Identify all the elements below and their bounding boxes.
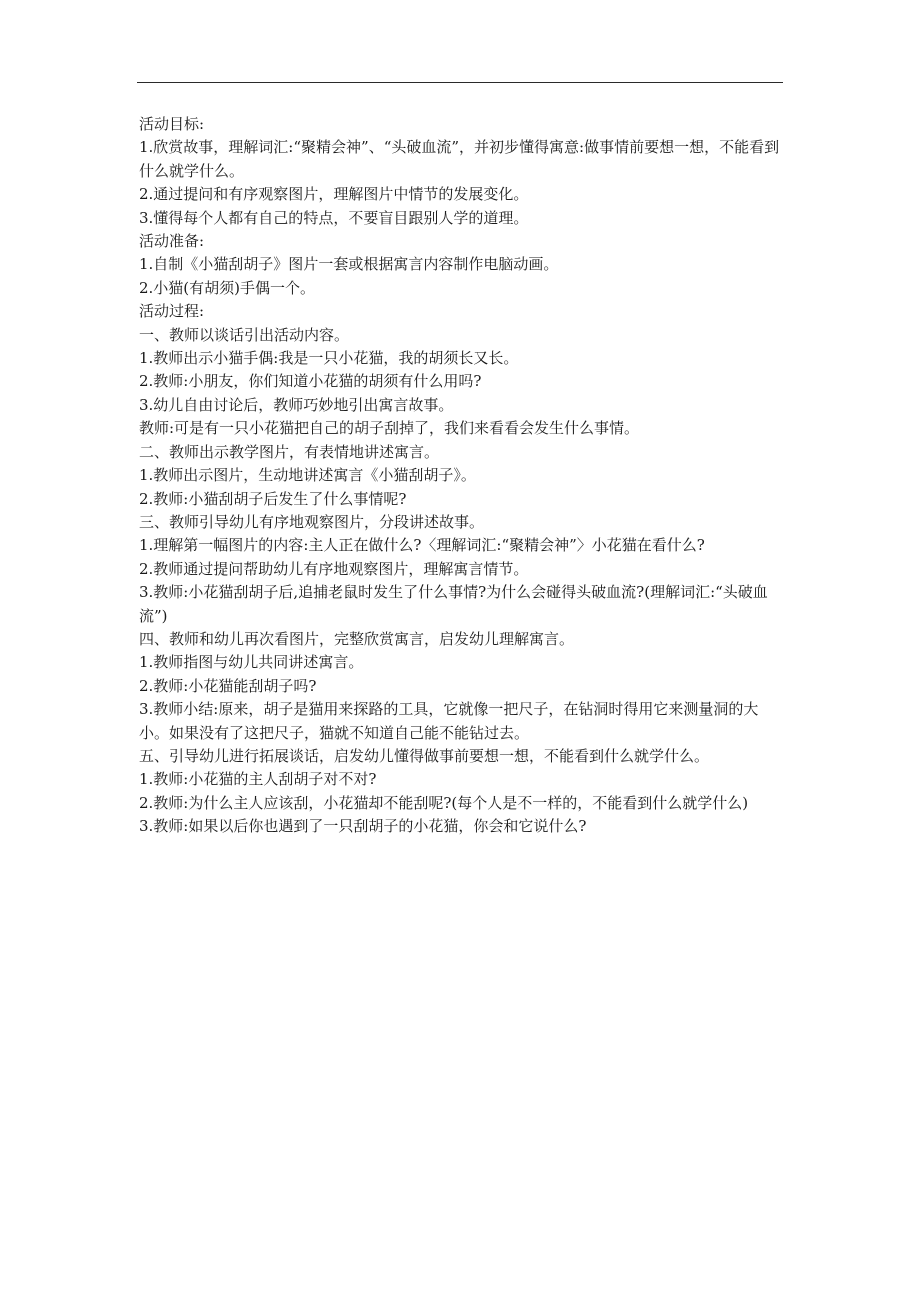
paragraph-line: 3.幼儿自由讨论后，教师巧妙地引出寓言故事。 [139, 395, 454, 414]
paragraph-line: 3.教师小结:原来，胡子是猫用来探路的工具，它就像一把尺子，在钻洞时得用它来测量洞的大小。如果没有了这把尺子，猫就不知道自己能不能钻过去。 [139, 700, 759, 742]
step-heading: 一、教师以谈话引出活动内容。 [139, 325, 350, 344]
section-heading-preparation: 活动准备: [139, 232, 205, 251]
paragraph-line: 2.通过提问和有序观察图片，理解图片中情节的发展变化。 [139, 185, 529, 204]
paragraph-line: 3.教师:如果以后你也遇到了一只刮胡子的小花猫，你会和它说什么? [139, 817, 587, 836]
section-heading-process: 活动过程: [139, 302, 205, 321]
step-heading: 四、教师和幼儿再次看图片，完整欣赏寓言，启发幼儿理解寓言。 [139, 629, 575, 648]
paragraph-line: 2.教师通过提问帮助幼儿有序地观察图片，理解寓言情节。 [139, 559, 529, 578]
header-rule [137, 82, 783, 83]
document-body [139, 113, 785, 839]
paragraph-line: 3.懂得每个人都有自己的特点，不要盲目跟别人学的道理。 [139, 208, 529, 227]
paragraph-line: 3.教师:小花猫刮胡子后,追捕老鼠时发生了什么事情?为什么会碰得头破血流?(理解词汇:“头破血流”) [139, 583, 768, 625]
paragraph-line: 1.欣赏故事，理解词汇:“聚精会神”、“头破血流”，并初步懂得寓意:做事情前要想一想，不能看到什么就学什么。 [139, 138, 780, 180]
step-heading: 二、教师出示教学图片，有表情地讲述寓言。 [139, 442, 440, 461]
paragraph-line: 1.自制《小猫刮胡子》图片一套或根据寓言内容制作电脑动画。 [139, 255, 559, 274]
paragraph-line: 2.小猫(有胡须)手偶一个。 [139, 278, 316, 297]
paragraph-line: 1.理解第一幅图片的内容:主人正在做什么?〈理解词汇:“聚精会神”〉小花猫在看什么? [139, 536, 705, 555]
paragraph-line: 2.教师:小朋友，你们知道小花猫的胡须有什么用吗? [139, 372, 482, 391]
section-heading-goals: 活动目标: [139, 115, 205, 133]
paragraph-line: 教师:可是有一只小花猫把自己的胡子刮掉了，我们来看看会发生什么事情。 [139, 419, 640, 438]
step-heading: 五、引导幼儿进行拓展谈话，启发幼儿懂得做事前要想一想，不能看到什么就学什么。 [139, 746, 710, 765]
paragraph-line: 2.教师:小花猫能刮胡子吗? [139, 676, 317, 695]
paragraph-line: 1.教师指图与幼儿共同讲述寓言。 [139, 653, 364, 672]
paragraph-line: 1.教师出示图片，生动地讲述寓言《小猫刮胡子》。 [139, 466, 476, 485]
paragraph-line: 1.教师出示小猫手偶:我是一只小花猫，我的胡须长又长。 [139, 349, 519, 368]
paragraph-line: 1.教师:小花猫的主人刮胡子对不对? [139, 770, 377, 789]
step-heading: 三、教师引导幼儿有序地观察图片，分段讲述故事。 [139, 512, 485, 531]
paragraph-line: 2.教师:为什么主人应该刮，小花猫却不能刮呢?(每个人是不一样的，不能看到什么就学什么) [139, 793, 749, 812]
paragraph-line: 2.教师:小猫刮胡子后发生了什么事情呢? [139, 489, 407, 508]
